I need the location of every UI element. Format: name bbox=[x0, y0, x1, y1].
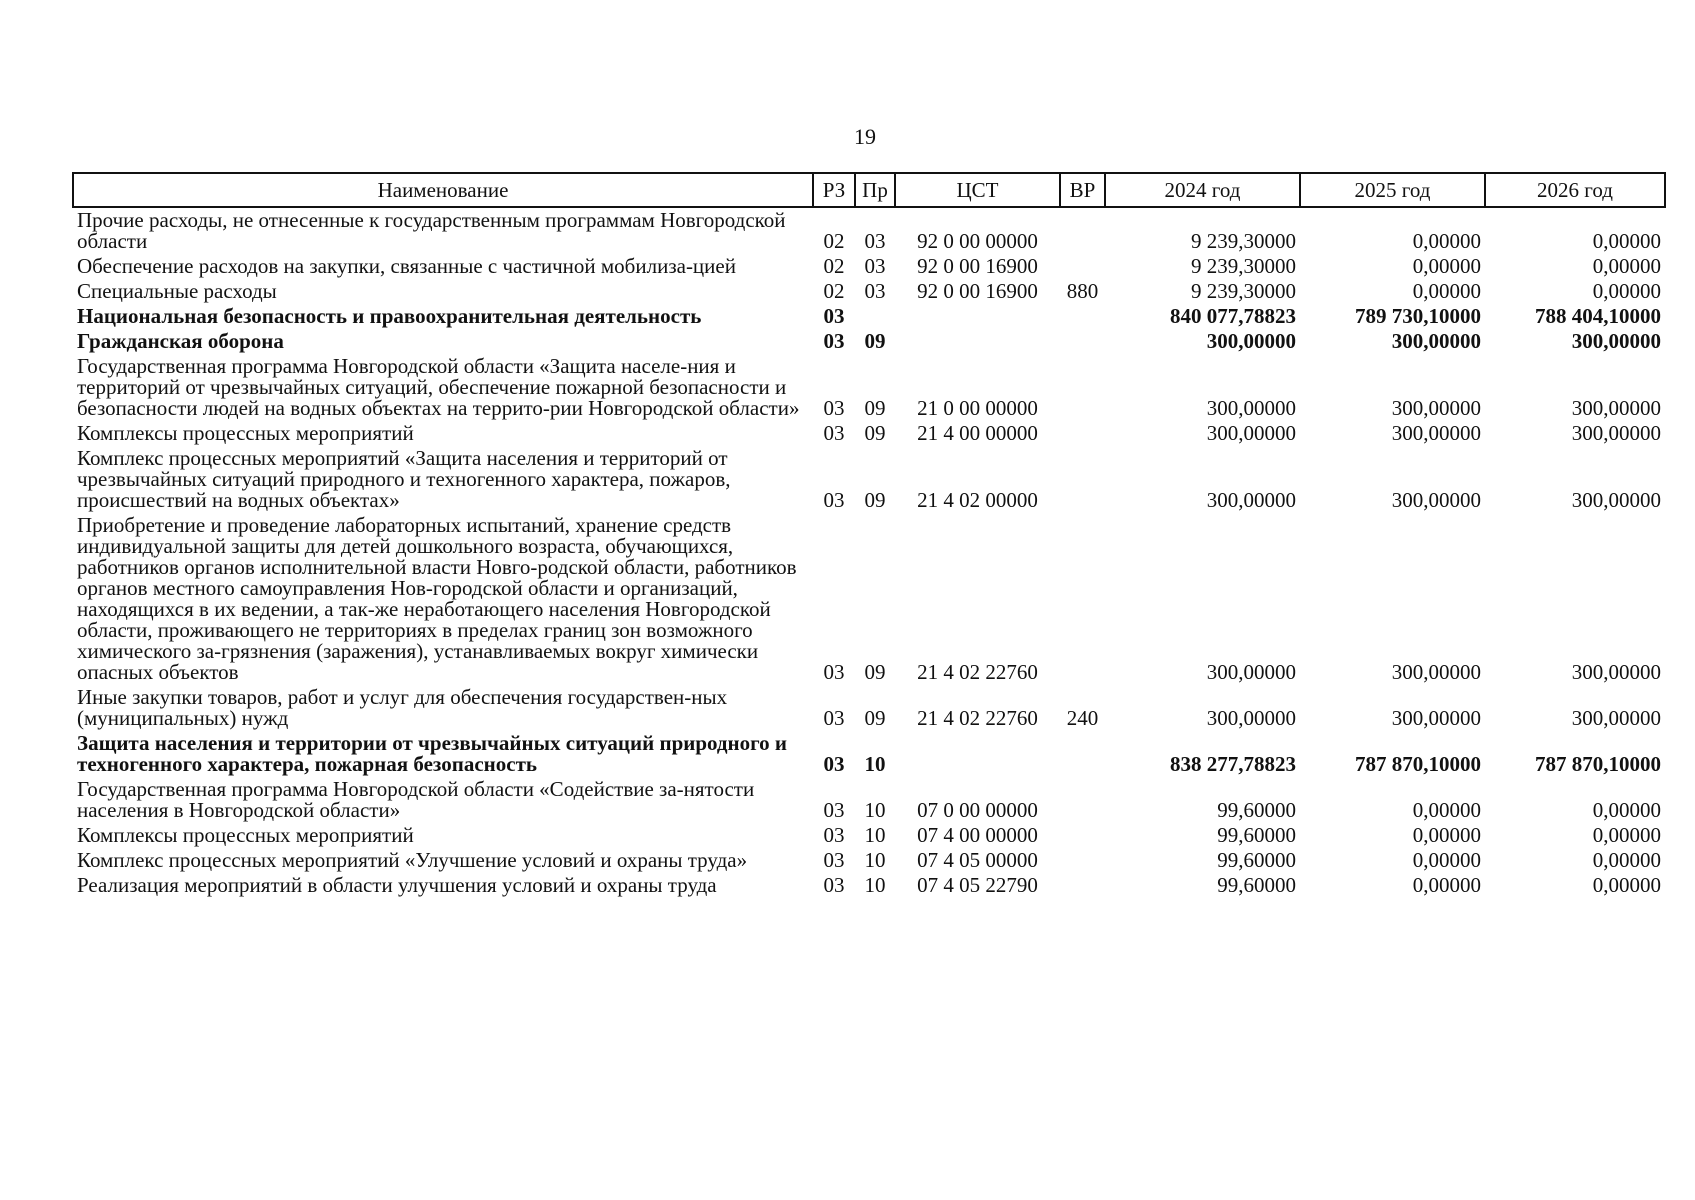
cell-cst: 92 0 00 16900 bbox=[917, 279, 1038, 303]
cell-name: Гражданская оборона bbox=[77, 329, 284, 353]
cell-2026: 0,00000 bbox=[1592, 229, 1661, 253]
cell-name: Комплексы процессных мероприятий bbox=[77, 823, 414, 847]
cell-2024: 840 077,78823 bbox=[1170, 304, 1296, 328]
cell-2025: 0,00000 bbox=[1412, 823, 1481, 847]
cell-2026: 0,00000 bbox=[1592, 848, 1661, 872]
cell-pr: 09 bbox=[864, 421, 886, 445]
cell-pr: 10 bbox=[864, 873, 886, 897]
cell-vr bbox=[1060, 207, 1105, 254]
cell-cst: 21 0 00 00000 bbox=[917, 396, 1038, 420]
table-row bbox=[73, 873, 1665, 898]
table-header-row bbox=[73, 173, 1665, 207]
cell-name: Защита населения и территории от чрезвычайных ситуаций природного и техногенного характера, пожарная безопасность bbox=[77, 731, 788, 776]
cell-2026: 300,00000 bbox=[1571, 329, 1661, 353]
cell-2024: 300,00000 bbox=[1206, 660, 1296, 684]
cell-pr: 10 bbox=[864, 848, 886, 872]
cell-pr: 03 bbox=[864, 254, 886, 278]
cell-2025: 0,00000 bbox=[1412, 848, 1481, 872]
cell-name: Обеспечение расходов на закупки, связанные с частичной мобилиза-цией bbox=[77, 254, 736, 278]
header-name: Наименование bbox=[73, 173, 813, 207]
cell-pr: 09 bbox=[864, 660, 886, 684]
cell-name: Прочие расходы, не отнесенные к государственным программам Новгородской области bbox=[77, 208, 786, 253]
cell-cst: 07 0 00 00000 bbox=[917, 798, 1038, 822]
cell-vr bbox=[1060, 777, 1105, 823]
table-row bbox=[73, 446, 1665, 513]
cell-rz: 03 bbox=[823, 798, 845, 822]
cell-2026: 300,00000 bbox=[1571, 421, 1661, 445]
cell-pr: 09 bbox=[864, 329, 886, 353]
cell-rz: 02 bbox=[823, 229, 845, 253]
table-row bbox=[73, 513, 1665, 685]
cell-2025: 0,00000 bbox=[1412, 798, 1481, 822]
cell-cst: 21 4 02 00000 bbox=[917, 488, 1038, 512]
header-vr: ВР bbox=[1060, 173, 1105, 207]
cell-2026: 300,00000 bbox=[1571, 396, 1661, 420]
cell-pr: 09 bbox=[864, 706, 886, 730]
page-number: 19 bbox=[854, 124, 876, 149]
cell-vr bbox=[1060, 873, 1105, 898]
cell-2024: 99,60000 bbox=[1217, 873, 1296, 897]
cell-name: Государственная программа Новгородской области «Содействие за-нятости населения в Новгородской области» bbox=[77, 777, 755, 822]
header-rz: РЗ bbox=[813, 173, 855, 207]
cell-2025: 300,00000 bbox=[1391, 488, 1481, 512]
cell-vr bbox=[1060, 513, 1105, 685]
cell-rz: 03 bbox=[823, 873, 845, 897]
cell-2025: 300,00000 bbox=[1391, 660, 1481, 684]
cell-2024: 300,00000 bbox=[1206, 706, 1296, 730]
cell-rz: 03 bbox=[823, 848, 845, 872]
cell-2026: 0,00000 bbox=[1592, 823, 1661, 847]
header-cst: ЦСТ bbox=[895, 173, 1060, 207]
cell-rz: 03 bbox=[823, 421, 845, 445]
cell-cst: 07 4 00 00000 bbox=[917, 823, 1038, 847]
header-2024: 2024 год bbox=[1105, 173, 1300, 207]
cell-pr: 09 bbox=[864, 488, 886, 512]
cell-2026: 300,00000 bbox=[1571, 706, 1661, 730]
table-row bbox=[73, 823, 1665, 848]
cell-2024: 300,00000 bbox=[1206, 421, 1296, 445]
cell-2026: 0,00000 bbox=[1592, 279, 1661, 303]
table-row bbox=[73, 304, 1665, 329]
cell-name: Комплекс процессных мероприятий «Улучшение условий и охраны труда» bbox=[77, 848, 748, 872]
table-row bbox=[73, 329, 1665, 354]
cell-pr: 03 bbox=[864, 229, 886, 253]
cell-2024: 99,60000 bbox=[1217, 848, 1296, 872]
cell-2024: 300,00000 bbox=[1206, 329, 1296, 353]
cell-2026: 787 870,10000 bbox=[1535, 752, 1661, 776]
cell-cst: 07 4 05 22790 bbox=[917, 873, 1038, 897]
cell-rz: 03 bbox=[823, 706, 845, 730]
cell-cst: 21 4 00 00000 bbox=[917, 421, 1038, 445]
cell-2026: 300,00000 bbox=[1571, 660, 1661, 684]
cell-pr: 09 bbox=[864, 396, 886, 420]
cell-2025: 300,00000 bbox=[1391, 329, 1481, 353]
cell-vr bbox=[1060, 823, 1105, 848]
cell-name: Специальные расходы bbox=[77, 279, 277, 303]
table-row bbox=[73, 777, 1665, 823]
cell-vr bbox=[1060, 848, 1105, 873]
header-2025: 2025 год bbox=[1300, 173, 1485, 207]
cell-rz: 02 bbox=[823, 279, 845, 303]
cell-cst: 92 0 00 00000 bbox=[917, 229, 1038, 253]
table-body bbox=[73, 207, 1665, 898]
cell-vr bbox=[1060, 354, 1105, 421]
cell-2025: 300,00000 bbox=[1391, 396, 1481, 420]
cell-2026: 0,00000 bbox=[1592, 798, 1661, 822]
cell-vr: 880 bbox=[1066, 279, 1099, 303]
cell-cst bbox=[895, 329, 1060, 354]
cell-rz: 03 bbox=[823, 660, 845, 684]
cell-pr: 03 bbox=[864, 279, 886, 303]
cell-pr bbox=[855, 304, 895, 329]
cell-2024: 9 239,30000 bbox=[1191, 254, 1296, 278]
cell-vr bbox=[1060, 254, 1105, 279]
cell-vr bbox=[1060, 446, 1105, 513]
cell-2025: 789 730,10000 bbox=[1355, 304, 1481, 328]
table-row bbox=[73, 254, 1665, 279]
cell-2025: 300,00000 bbox=[1391, 706, 1481, 730]
header-pr: Пр bbox=[855, 173, 895, 207]
cell-cst bbox=[895, 304, 1060, 329]
cell-cst: 07 4 05 00000 bbox=[917, 848, 1038, 872]
cell-name: Иные закупки товаров, работ и услуг для обеспечения государствен-ных (муниципальных) нужд bbox=[77, 685, 728, 730]
cell-name: Государственная программа Новгородской области «Защита населе-ния и территорий от чрезвычайных ситуаций, обеспечение пожарной безопасности и безопасности людей на водных объектах на террито-рии Новгородской области» bbox=[77, 354, 800, 420]
cell-name: Национальная безопасность и правоохранительная деятельность bbox=[77, 304, 702, 328]
cell-2026: 788 404,10000 bbox=[1535, 304, 1661, 328]
table-row bbox=[73, 421, 1665, 446]
cell-pr: 10 bbox=[864, 798, 886, 822]
table-row bbox=[73, 207, 1665, 254]
table-row bbox=[73, 279, 1665, 304]
table-row bbox=[73, 685, 1665, 731]
cell-cst: 21 4 02 22760 bbox=[917, 706, 1038, 730]
cell-2024: 9 239,30000 bbox=[1191, 229, 1296, 253]
cell-vr: 240 bbox=[1066, 706, 1099, 730]
cell-vr bbox=[1060, 329, 1105, 354]
cell-2025: 0,00000 bbox=[1412, 254, 1481, 278]
table-row bbox=[73, 848, 1665, 873]
cell-2025: 300,00000 bbox=[1391, 421, 1481, 445]
cell-rz: 03 bbox=[823, 752, 845, 776]
table-row bbox=[73, 731, 1665, 777]
cell-2024: 99,60000 bbox=[1217, 823, 1296, 847]
cell-2025: 0,00000 bbox=[1412, 279, 1481, 303]
cell-2024: 300,00000 bbox=[1206, 396, 1296, 420]
cell-2024: 300,00000 bbox=[1206, 488, 1296, 512]
cell-2025: 0,00000 bbox=[1412, 229, 1481, 253]
budget-table bbox=[72, 172, 1666, 898]
table-row bbox=[73, 354, 1665, 421]
cell-name: Реализация мероприятий в области улучшения условий и охраны труда bbox=[77, 873, 717, 897]
cell-2026: 300,00000 bbox=[1571, 488, 1661, 512]
cell-vr bbox=[1060, 731, 1105, 777]
cell-2024: 99,60000 bbox=[1217, 798, 1296, 822]
cell-2024: 9 239,30000 bbox=[1191, 279, 1296, 303]
cell-name: Комплексы процессных мероприятий bbox=[77, 421, 414, 445]
cell-rz: 02 bbox=[823, 254, 845, 278]
cell-name: Приобретение и проведение лабораторных испытаний, хранение средств индивидуальной защиты для детей дошкольного возраста, обучающихся, работников органов исполнительной власти Новго-родской области, работников органов местного самоуправления Нов-городской области и организаций, находящихся в их ведении, а так-же неработающего населения Новгородской области, проживающего не территориях в пределах границ зон возможного химического за-грязнения (заражения), устанавливаемых вокруг химически опасных объектов bbox=[77, 513, 797, 684]
cell-2026: 0,00000 bbox=[1592, 254, 1661, 278]
cell-2024: 838 277,78823 bbox=[1170, 752, 1296, 776]
cell-vr bbox=[1060, 421, 1105, 446]
cell-2026: 0,00000 bbox=[1592, 873, 1661, 897]
cell-rz: 03 bbox=[823, 304, 845, 328]
cell-rz: 03 bbox=[823, 329, 845, 353]
cell-vr bbox=[1060, 304, 1105, 329]
cell-pr: 10 bbox=[864, 823, 886, 847]
cell-2025: 787 870,10000 bbox=[1355, 752, 1481, 776]
cell-rz: 03 bbox=[823, 823, 845, 847]
cell-pr: 10 bbox=[864, 752, 886, 776]
cell-rz: 03 bbox=[823, 488, 845, 512]
header-2026: 2026 год bbox=[1485, 173, 1665, 207]
cell-cst: 21 4 02 22760 bbox=[917, 660, 1038, 684]
cell-name: Комплекс процессных мероприятий «Защита населения и территорий от чрезвычайных ситуаций природного и техногенного характера, пожаров, происшествий на водных объектах» bbox=[77, 446, 731, 512]
cell-2025: 0,00000 bbox=[1412, 873, 1481, 897]
cell-rz: 03 bbox=[823, 396, 845, 420]
cell-cst bbox=[895, 731, 1060, 777]
cell-cst: 92 0 00 16900 bbox=[917, 254, 1038, 278]
